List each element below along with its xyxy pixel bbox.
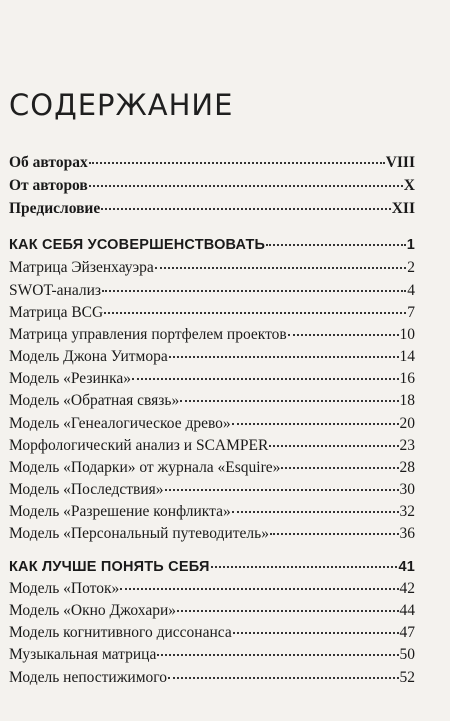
toc-entry-title: Матрица управления портфелем проектов (9, 326, 287, 343)
dot-leader (281, 467, 398, 469)
dot-leader (104, 312, 406, 314)
toc-entry-title: Музыкальная матрица (9, 646, 157, 663)
toc-entry (9, 667, 415, 689)
toc-entry (9, 435, 415, 457)
toc-entry-title: Модель «Резинка» (9, 370, 132, 387)
dot-leader (232, 511, 399, 513)
dot-leader (233, 632, 399, 634)
toc-entry-title: Модель «Генеалогическое древо» (9, 415, 231, 432)
toc-page-number: 36 (399, 525, 415, 542)
toc-entry (9, 501, 415, 523)
toc-entry-title: От авторов (9, 177, 88, 194)
dot-leader (288, 334, 399, 336)
dot-leader (266, 244, 406, 246)
toc-entry-title: Предисловие (9, 200, 101, 217)
toc-entry (9, 622, 415, 644)
toc-entry-title: Модель «Последствия» (9, 481, 164, 498)
page-title: СОДЕРЖАНИЕ (9, 88, 234, 122)
toc-page-number: 41 (398, 559, 415, 575)
dot-leader (269, 445, 398, 447)
toc-entry-title: Модель «Разрешение конфликта» (9, 503, 231, 520)
toc-page-number: 30 (399, 481, 415, 498)
toc-entry (9, 152, 415, 174)
toc-page-number: XII (391, 200, 415, 217)
toc-entry-title: КАК СЕБЯ УСОВЕРШЕНСТВОВАТЬ (9, 237, 266, 253)
toc-page-number: 28 (399, 459, 415, 476)
toc-entry (9, 346, 415, 368)
toc-page-number: 20 (399, 415, 415, 432)
toc-page-number: 23 (399, 437, 415, 454)
toc-page-number: 47 (399, 624, 415, 641)
toc-entry-title: SWOT-анализ (9, 282, 101, 299)
dot-leader (232, 423, 399, 425)
dot-leader (211, 566, 398, 568)
toc-entry-title: Об авторах (9, 154, 88, 171)
dot-leader (177, 610, 398, 612)
toc-page-number: X (403, 177, 415, 194)
toc-entry-title: Морфологический анализ и SCAMPER (9, 437, 269, 454)
toc-entry (9, 280, 415, 302)
toc-entry (9, 413, 415, 435)
dot-leader (155, 267, 406, 269)
toc-page-number: 2 (407, 259, 415, 276)
dot-leader (157, 654, 398, 656)
toc-entry (9, 302, 415, 324)
toc-entry (9, 198, 415, 220)
toc-page-number: 52 (399, 669, 415, 686)
toc-entry (9, 600, 415, 622)
toc-entry (9, 479, 415, 501)
toc-entry-title: Матрица Эйзенхауэра (9, 259, 154, 276)
toc-entry (9, 644, 415, 666)
toc-entry-title: Модель «Обратная связь» (9, 392, 180, 409)
toc-page-number: 42 (399, 580, 415, 597)
toc-entry-title: Модель «Поток» (9, 580, 120, 597)
toc-entry-title: Матрица BCG (9, 304, 104, 321)
dot-leader (168, 677, 399, 679)
toc-entry-title: Модель Джона Уитмора (9, 348, 168, 365)
dot-leader (89, 162, 385, 164)
toc-entry (9, 368, 415, 390)
dot-leader (101, 208, 390, 210)
toc-entry (9, 578, 415, 600)
toc-page-number: 44 (399, 602, 415, 619)
toc-page-number: VIII (385, 154, 415, 171)
toc-entry (9, 523, 415, 545)
toc-page-number: 7 (407, 304, 415, 321)
dot-leader (132, 378, 398, 380)
toc-page-number: 32 (399, 503, 415, 520)
toc-page-number: 16 (399, 370, 415, 387)
toc-entry-title: Модель непостижимого (9, 669, 167, 686)
toc-page-number: 18 (399, 392, 415, 409)
dot-leader (180, 400, 398, 402)
toc-page-number: 4 (407, 282, 415, 299)
toc-entry-title: Модель «Окно Джохари» (9, 602, 177, 619)
dot-leader (169, 356, 399, 358)
toc-entry (9, 257, 415, 279)
toc-entry-title: Модель «Персональный путеводитель» (9, 525, 269, 542)
toc-page-number: 1 (406, 237, 415, 253)
dot-leader (120, 588, 398, 590)
toc-page-number: 50 (399, 646, 415, 663)
dot-leader (102, 290, 406, 292)
dot-leader (270, 533, 399, 535)
toc-entry-title: Модель когнитивного диссонанса (9, 624, 232, 641)
dot-leader (89, 185, 403, 187)
toc-page-number: 14 (399, 348, 415, 365)
toc-entry-title: КАК ЛУЧШЕ ПОНЯТЬ СЕБЯ (9, 559, 210, 575)
toc-page-number: 10 (399, 326, 415, 343)
toc-entry (9, 324, 415, 346)
toc-entry (9, 175, 415, 197)
toc-entry (9, 390, 415, 412)
toc-section-heading (9, 234, 415, 256)
toc-entry (9, 457, 415, 479)
toc-entry-title: Модель «Подарки» от журнала «Esquire» (9, 459, 281, 476)
dot-leader (165, 489, 399, 491)
toc-section-heading (9, 556, 415, 578)
